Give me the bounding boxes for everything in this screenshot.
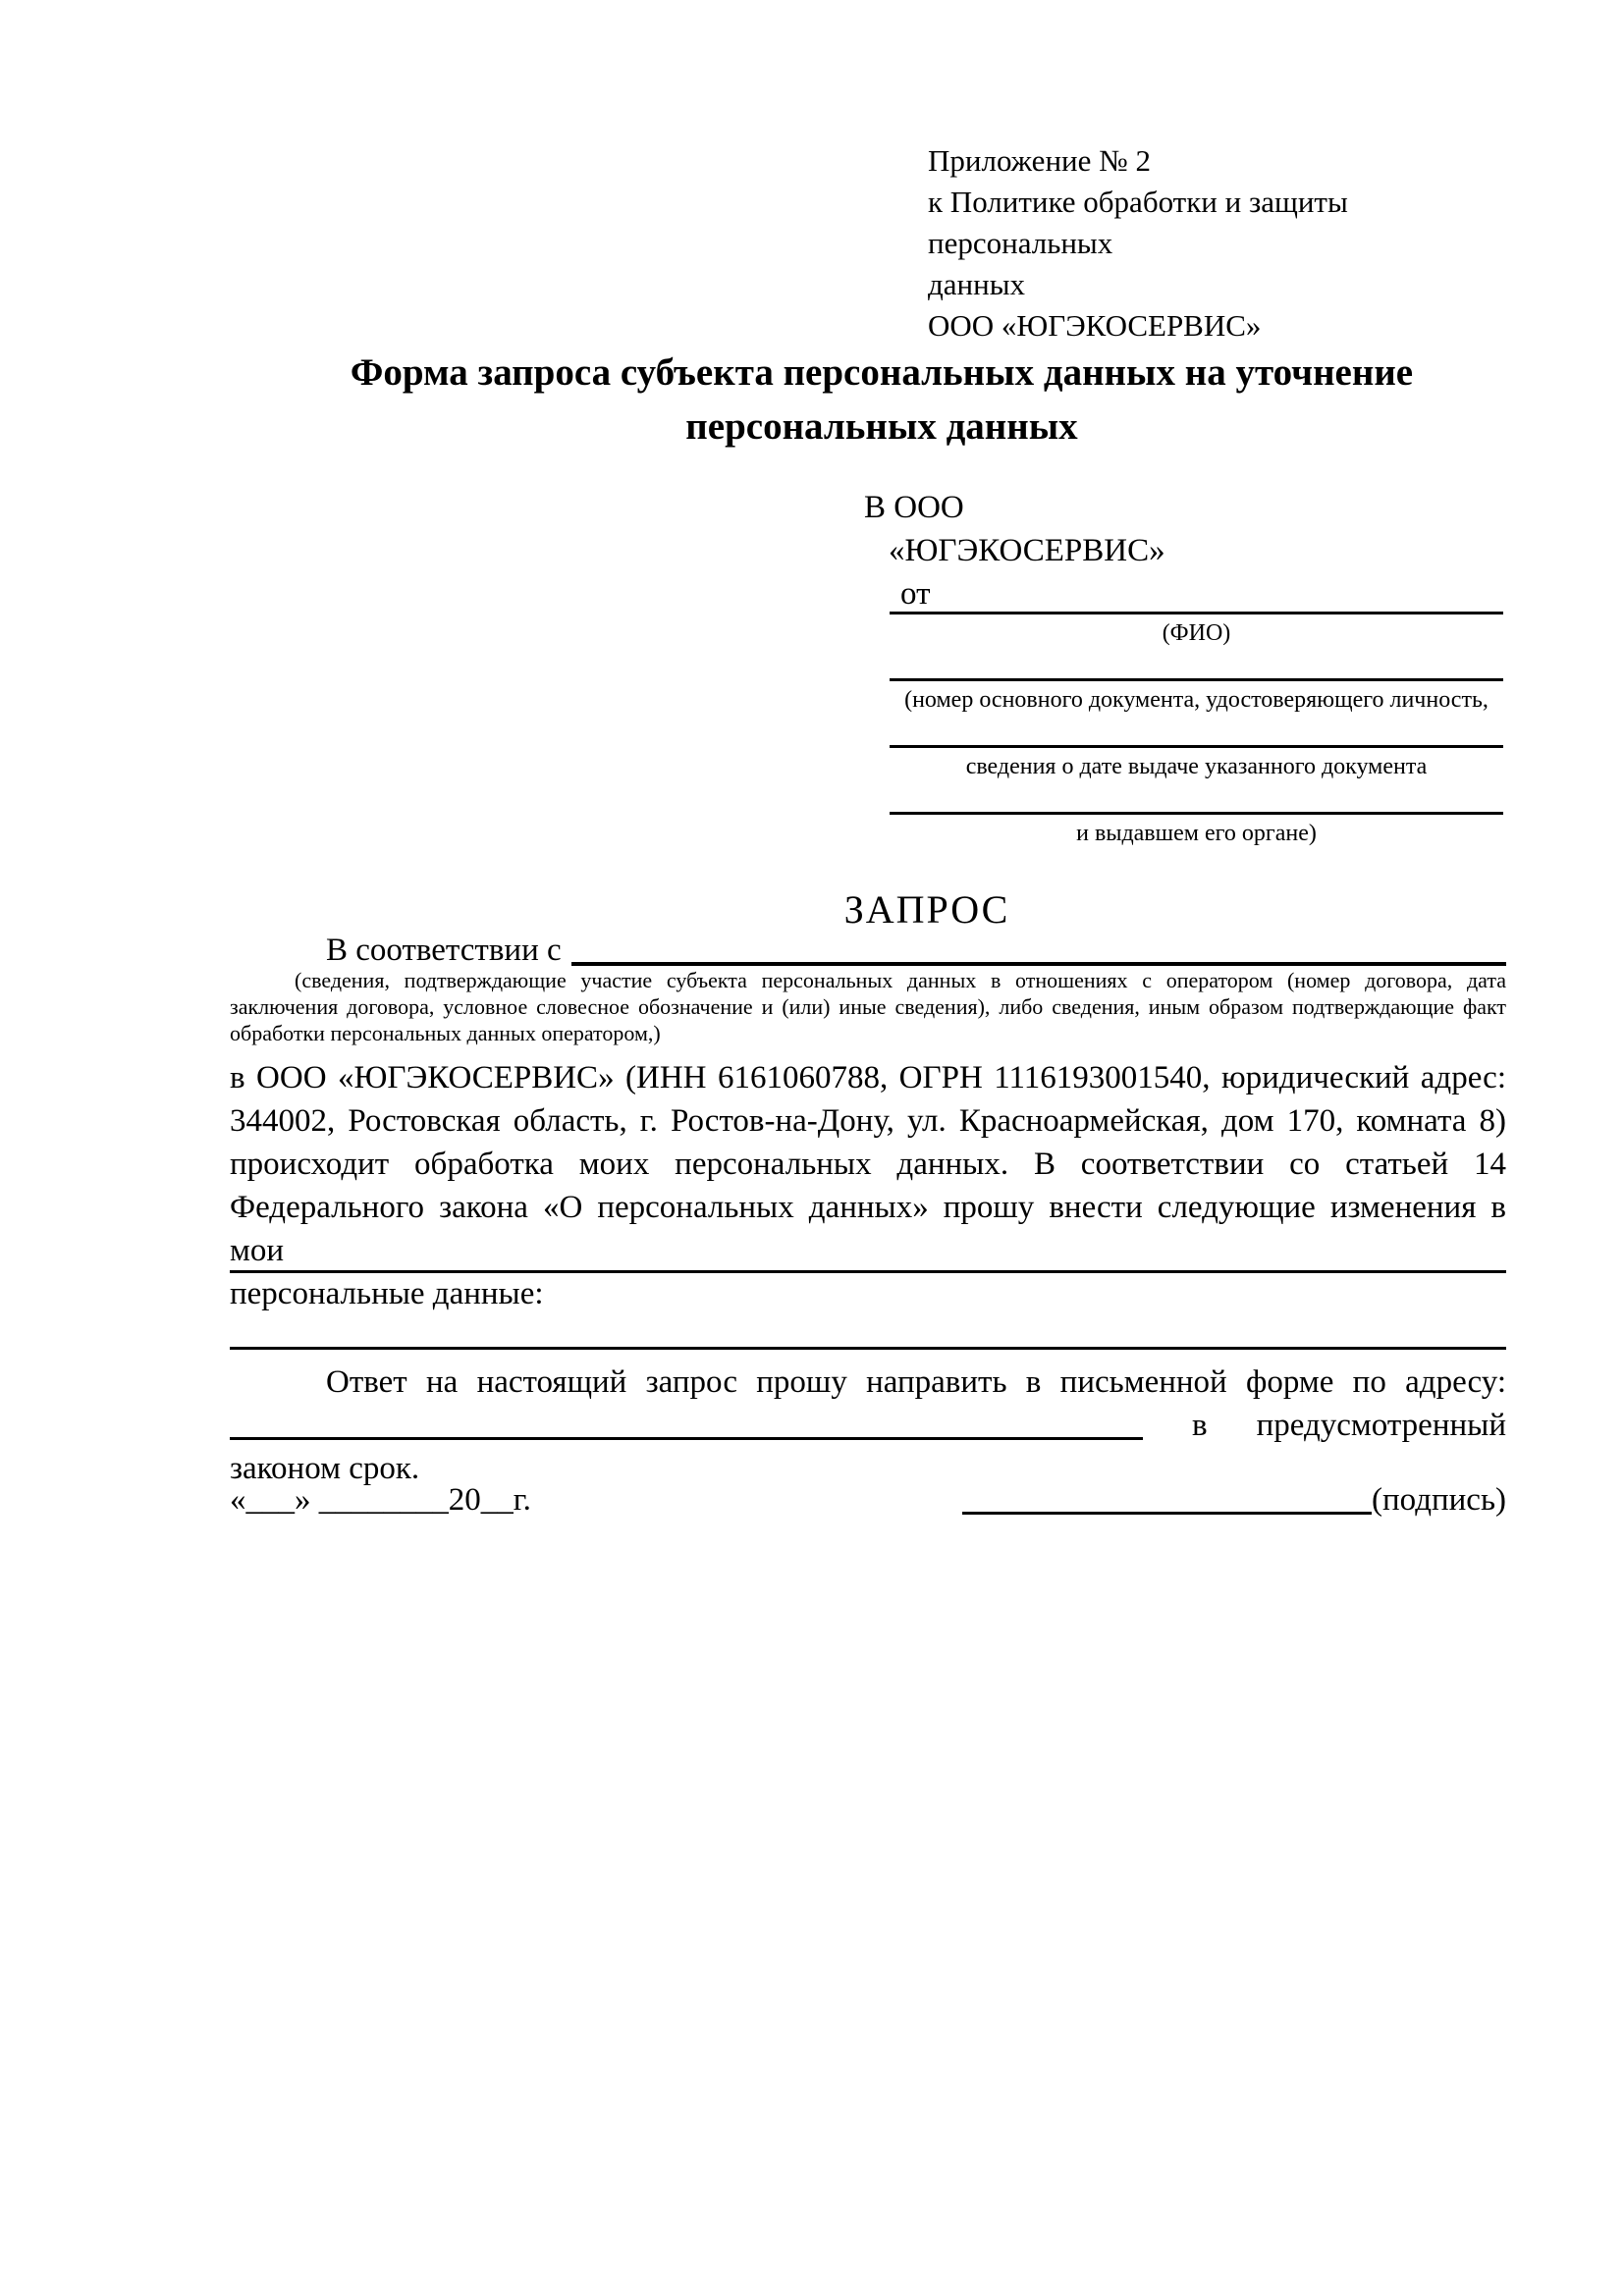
issue-date-caption: сведения о дате выдаче указанного документа xyxy=(965,754,1428,779)
issue-date-field xyxy=(890,745,1503,781)
request-body xyxy=(230,1056,1506,1315)
fio-blank-line xyxy=(890,612,1503,614)
request-heading: ЗАПРОС xyxy=(843,887,1010,932)
reply-request-line: Ответ на настоящий запрос прошу направить в письменной форме по адресу: xyxy=(326,1364,1506,1400)
signoff-row xyxy=(230,1478,1506,1522)
footnote-line1: (сведения, подтверждающие участие субъекта персональных данных в отношениях с оператором (номер договора, дата xyxy=(295,968,1506,992)
appendix-number: Приложение № 2 xyxy=(928,143,1151,178)
document-number-blank-line xyxy=(890,678,1503,681)
issue-date-blank-line xyxy=(890,745,1503,748)
reply-word-predusmotrenny: предусмотренный xyxy=(1256,1408,1506,1443)
fio-caption: (ФИО) xyxy=(1162,620,1231,646)
reply-word-v: в xyxy=(1192,1408,1208,1443)
reply-term-line: законом срок. xyxy=(230,1451,420,1486)
reply-address-row xyxy=(230,1404,1506,1447)
organization-name: ООО «ЮГЭКОСЕРВИС» xyxy=(928,308,1262,343)
address-blank-line xyxy=(230,1404,1143,1440)
document-title xyxy=(230,346,1520,454)
document-title-line2: персональных данных xyxy=(685,405,1078,448)
request-body-line3: происходит обработка моих персональных данных. В соответствии со статьей 14 xyxy=(230,1147,1506,1182)
basis-line xyxy=(230,929,1506,972)
addressee-line2: «ЮГЭКОСЕРВИС» xyxy=(889,533,1165,568)
footnote-line2: заключения договора, условное словесное обозначение и (или) иные сведения), либо сведения, иным образом подтверждающие факт xyxy=(230,994,1506,1019)
document-number-field xyxy=(890,678,1503,715)
addressee-block xyxy=(864,486,1512,615)
issuing-authority-caption: и выдавшем его органе) xyxy=(1076,821,1317,846)
addressee-from-label: от xyxy=(900,576,931,612)
signature-blank-line xyxy=(962,1478,1372,1515)
changes-blank-line-1 xyxy=(230,1270,1506,1273)
signature-group xyxy=(962,1478,1506,1522)
request-body-line5: персональные данные: xyxy=(230,1276,544,1311)
request-body-line1: в ООО «ЮГЭКОСЕРВИС» (ИНН 6161060788, ОГРН 1116193001540, юридический адрес: xyxy=(230,1060,1506,1095)
request-body-line4: Федерального закона «О персональных данных» прошу внести следующие изменения в мои xyxy=(230,1190,1506,1268)
issuing-authority-blank-line xyxy=(890,812,1503,815)
date-field: «___» ________20__г. xyxy=(230,1482,531,1518)
document-number-caption: (номер основного документа, удостоверяющего личность, xyxy=(904,687,1489,713)
fio-field xyxy=(890,612,1503,648)
addressee-line1: В ООО xyxy=(864,490,964,525)
basis-footnote xyxy=(230,967,1506,1046)
basis-prefix: В соответствии с xyxy=(326,933,562,968)
basis-blank-line xyxy=(571,929,1506,966)
document-title-line1: Форма запроса субъекта персональных данных на уточнение xyxy=(350,351,1414,394)
footnote-line3: обработки персональных данных оператором,) xyxy=(230,1021,661,1045)
changes-blank-line-2 xyxy=(230,1347,1506,1350)
appendix-header xyxy=(928,140,1517,347)
policy-reference-line1: к Политике обработки и защиты персональных xyxy=(928,185,1348,260)
issuing-authority-field xyxy=(890,812,1503,848)
request-body-line2: 344002, Ростовская область, г. Ростов-на-Дону, ул. Красноармейская, дом 170, комната 8) xyxy=(230,1103,1506,1139)
signature-caption: (подпись) xyxy=(1372,1482,1506,1518)
policy-reference-line2: данных xyxy=(928,267,1026,301)
